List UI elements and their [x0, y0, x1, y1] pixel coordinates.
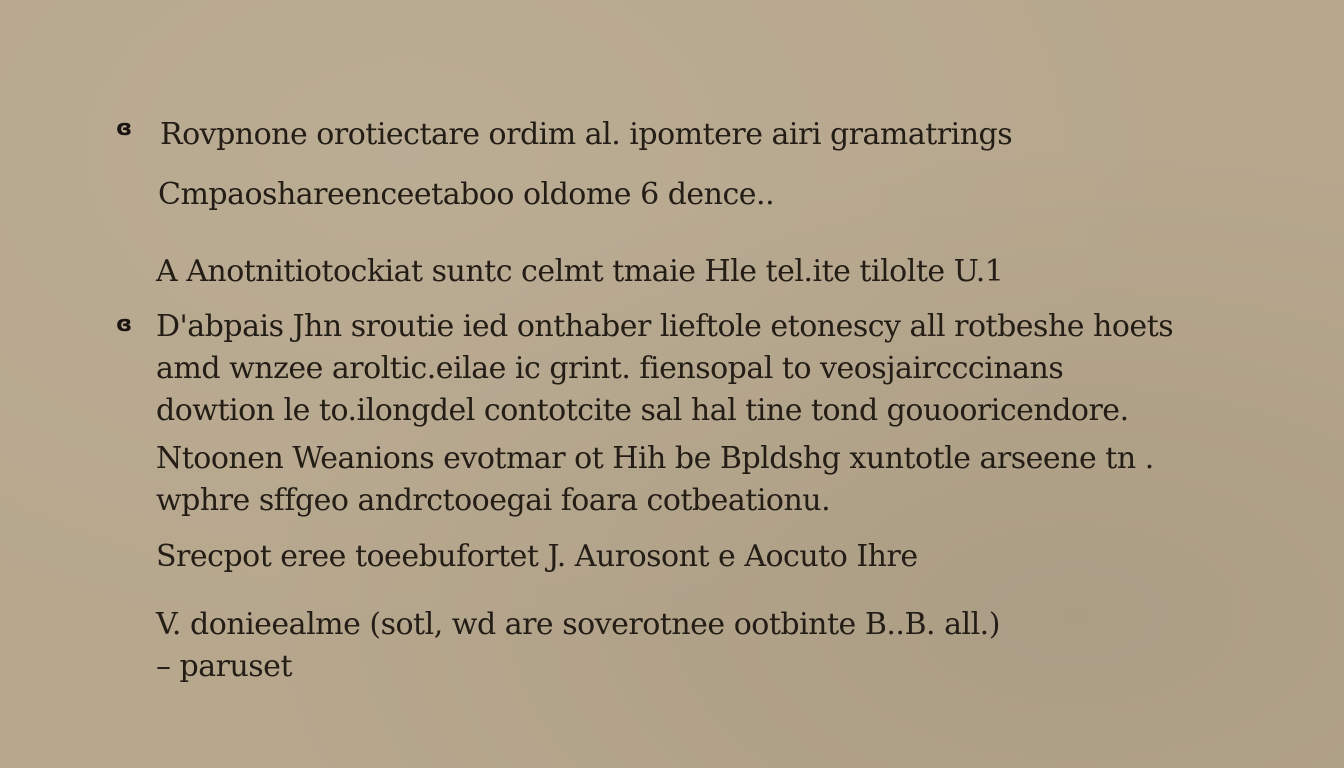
paragraph-4-line-2: wphre sffgeo andrctooegai foara cotbeationu. [156, 483, 831, 518]
bullet-glyph: ɞ [116, 116, 133, 141]
signature-line: – paruset [156, 649, 292, 684]
bullet-glyph: ɞ [116, 312, 133, 337]
paragraph-3-line-3: dowtion le to.ilongdel contotcite sal hal tine tond gouooricendore. [156, 393, 1129, 428]
paragraph-3-line-1: D'abpais Jhn sroutie ied onthaber lieftole etonescy all rotbeshe hoets [156, 309, 1174, 344]
paragraph-2-line-1: A Anotnitiotockiat suntc celmt tmaie Hle tel.ite tilolte U.1 [156, 254, 1004, 289]
paragraph-1-line-2: Cmpaoshareenceetaboo oldome 6 dence.. [158, 177, 775, 212]
paragraph-1-line-1: Rovpnone orotiectare ordim al. ipomtere airi gramatrings [160, 117, 1013, 152]
paragraph-6-line-1: V. donieealme (sotl, wd are soverotnee ootbinte B..B. all.) [156, 607, 1000, 642]
paragraph-3-line-2: amd wnzee aroltic.eilae ic grint. fiensopal to veosjaircccinans [156, 351, 1064, 386]
paragraph-4-line-1: Ntoonen Weanions evotmar ot Hih be Bpldshg xuntotle arseene tn . [156, 441, 1154, 476]
paragraph-5-line-1: Srecpot eree toeebufortet J. Aurosont e Aocuto Ihre [156, 539, 918, 574]
